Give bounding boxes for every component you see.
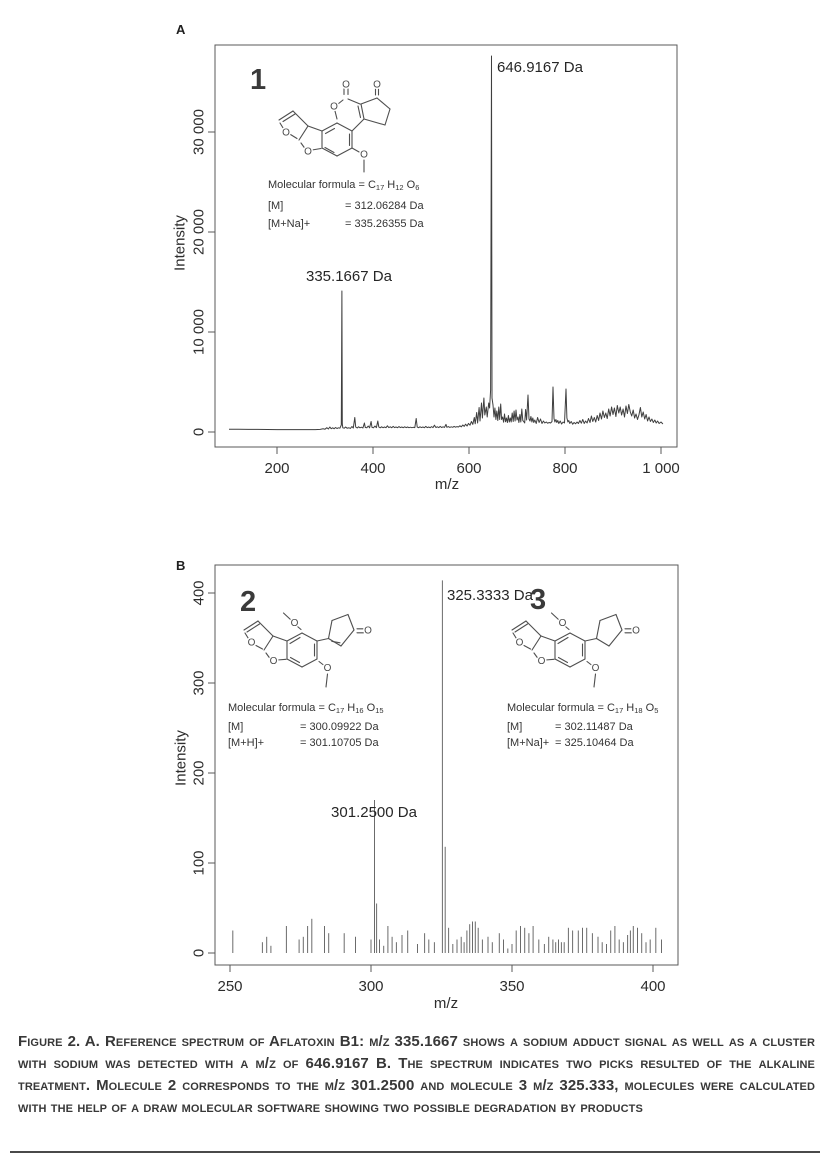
- oxygen-atom-label: O: [558, 618, 567, 629]
- x-tick-label: 800: [552, 460, 578, 477]
- peak-label-646: 646.9167 Da: [497, 59, 583, 76]
- y-tick-label: 200: [190, 760, 208, 786]
- oxygen-atom-label: O: [290, 618, 299, 629]
- molecule-3-mass-row: [M] = 302.11487 Da: [507, 721, 633, 733]
- x-tick-label: 600: [456, 460, 482, 477]
- y-tick-label: 0: [190, 948, 208, 958]
- benzene-ring: [322, 123, 352, 156]
- molecule-1-formula: Molecular formula = $C_{17}$ $H_{12}$ $O_6$: [268, 179, 420, 192]
- molecule-1-mass-row: [M] = 312.06284 Da: [268, 200, 424, 212]
- oxygen-atom-label: O: [364, 625, 372, 637]
- panel-a-label: A: [176, 22, 186, 37]
- panel-b-label: B: [176, 558, 186, 573]
- x-axis-title: m/z: [434, 476, 460, 493]
- molecule-2-structure: [235, 603, 380, 695]
- y-tick-label: 20 000: [190, 209, 208, 255]
- x-tick-label: 400: [360, 460, 386, 477]
- peak-label-325: 325.3333 Da: [447, 587, 533, 604]
- oxygen-atom-label: O: [342, 79, 350, 91]
- y-tick-label: 30 000: [190, 109, 208, 155]
- x-tick-label: 200: [264, 460, 290, 477]
- molecule-1-data-block: [268, 176, 424, 233]
- y-tick-label: 100: [190, 850, 208, 876]
- y-tick-label: 0: [190, 427, 208, 437]
- benzene-ring: [555, 633, 585, 667]
- x-axis-title: m/z: [433, 995, 459, 1012]
- molecule-2-data-block: [228, 700, 384, 751]
- figure-caption: Figure 2. A. Reference spectrum of Aflatoxin B1: m/z 335.1667 shows a sodium adduct signal as well as a cluster with sodium was detected with a m/z of 646.9167 B. The spectrum indicates two picks resulted of the alkaline treatment. Molecule 2 corresponds to the m/z 301.2500 and molecule 3 m/z 325.333, molecules were calculated with the help of a draw molecular software showing two possible degradation by products: [18, 1033, 815, 1116]
- oxygen-atom-label: O: [247, 637, 256, 649]
- molecule-3-data-block: [507, 700, 658, 751]
- oxygen-atom-label: O: [632, 625, 640, 637]
- oxygen-atom-label: O: [282, 127, 290, 139]
- bottom-rule: [10, 1151, 820, 1153]
- oxygen-atom-label: O: [323, 663, 332, 674]
- molecule-2-number: 2: [240, 586, 257, 618]
- y-tick-label: 300: [190, 670, 208, 696]
- y-tick-label: 10 000: [190, 309, 208, 355]
- molecule-3-structure: [503, 603, 648, 695]
- molecule-2-adduct-row: [M+H]+ = 301.10705 Da: [228, 737, 379, 749]
- molecule-1-number: 1: [250, 64, 267, 96]
- molecule-1-structure: [235, 76, 410, 181]
- molecule-3-adduct-row: [M+Na]+ = 325.10464 Da: [507, 737, 634, 749]
- y-axis-title: Intensity: [172, 730, 190, 786]
- oxygen-atom-label: O: [537, 656, 546, 667]
- peak-label-335: 335.1667 Da: [306, 268, 392, 285]
- benzene-ring: [287, 633, 317, 667]
- oxygen-atom-label: O: [330, 101, 338, 113]
- molecule-2-mass-row: [M] = 300.09922 Da: [228, 721, 379, 733]
- y-axis-title: Intensity: [171, 215, 189, 271]
- oxygen-atom-label: O: [373, 79, 381, 91]
- molecule-3-formula: Molecular formula = $C_{17}$ $H_{18}$ $O_5$: [507, 702, 659, 715]
- y-tick-label: 400: [190, 580, 208, 606]
- oxygen-atom-label: O: [515, 637, 524, 649]
- molecule-3-number: 3: [530, 584, 547, 616]
- cyclopentenone-ring: [361, 89, 390, 125]
- peak-label-301: 301.2500 Da: [331, 804, 417, 821]
- oxygen-atom-label: O: [360, 149, 368, 161]
- x-tick-label: 1 000: [642, 460, 680, 477]
- x-tick-label: 400: [640, 978, 666, 995]
- oxygen-atom-label: O: [304, 146, 312, 158]
- x-tick-label: 350: [499, 978, 525, 995]
- molecule-1-adduct-row: [M+Na]+ = 335.26355 Da: [268, 218, 424, 230]
- cyclopentanone-ring: [585, 615, 632, 647]
- molecule-2-formula: Molecular formula = $C_{17}$ $H_{16}$ $O_{15}$: [228, 702, 384, 715]
- x-tick-label: 300: [358, 978, 384, 995]
- x-tick-label: 250: [217, 978, 243, 995]
- cyclopentenone-ring: [317, 615, 364, 647]
- oxygen-atom-label: O: [269, 656, 278, 667]
- oxygen-atom-label: O: [591, 663, 600, 674]
